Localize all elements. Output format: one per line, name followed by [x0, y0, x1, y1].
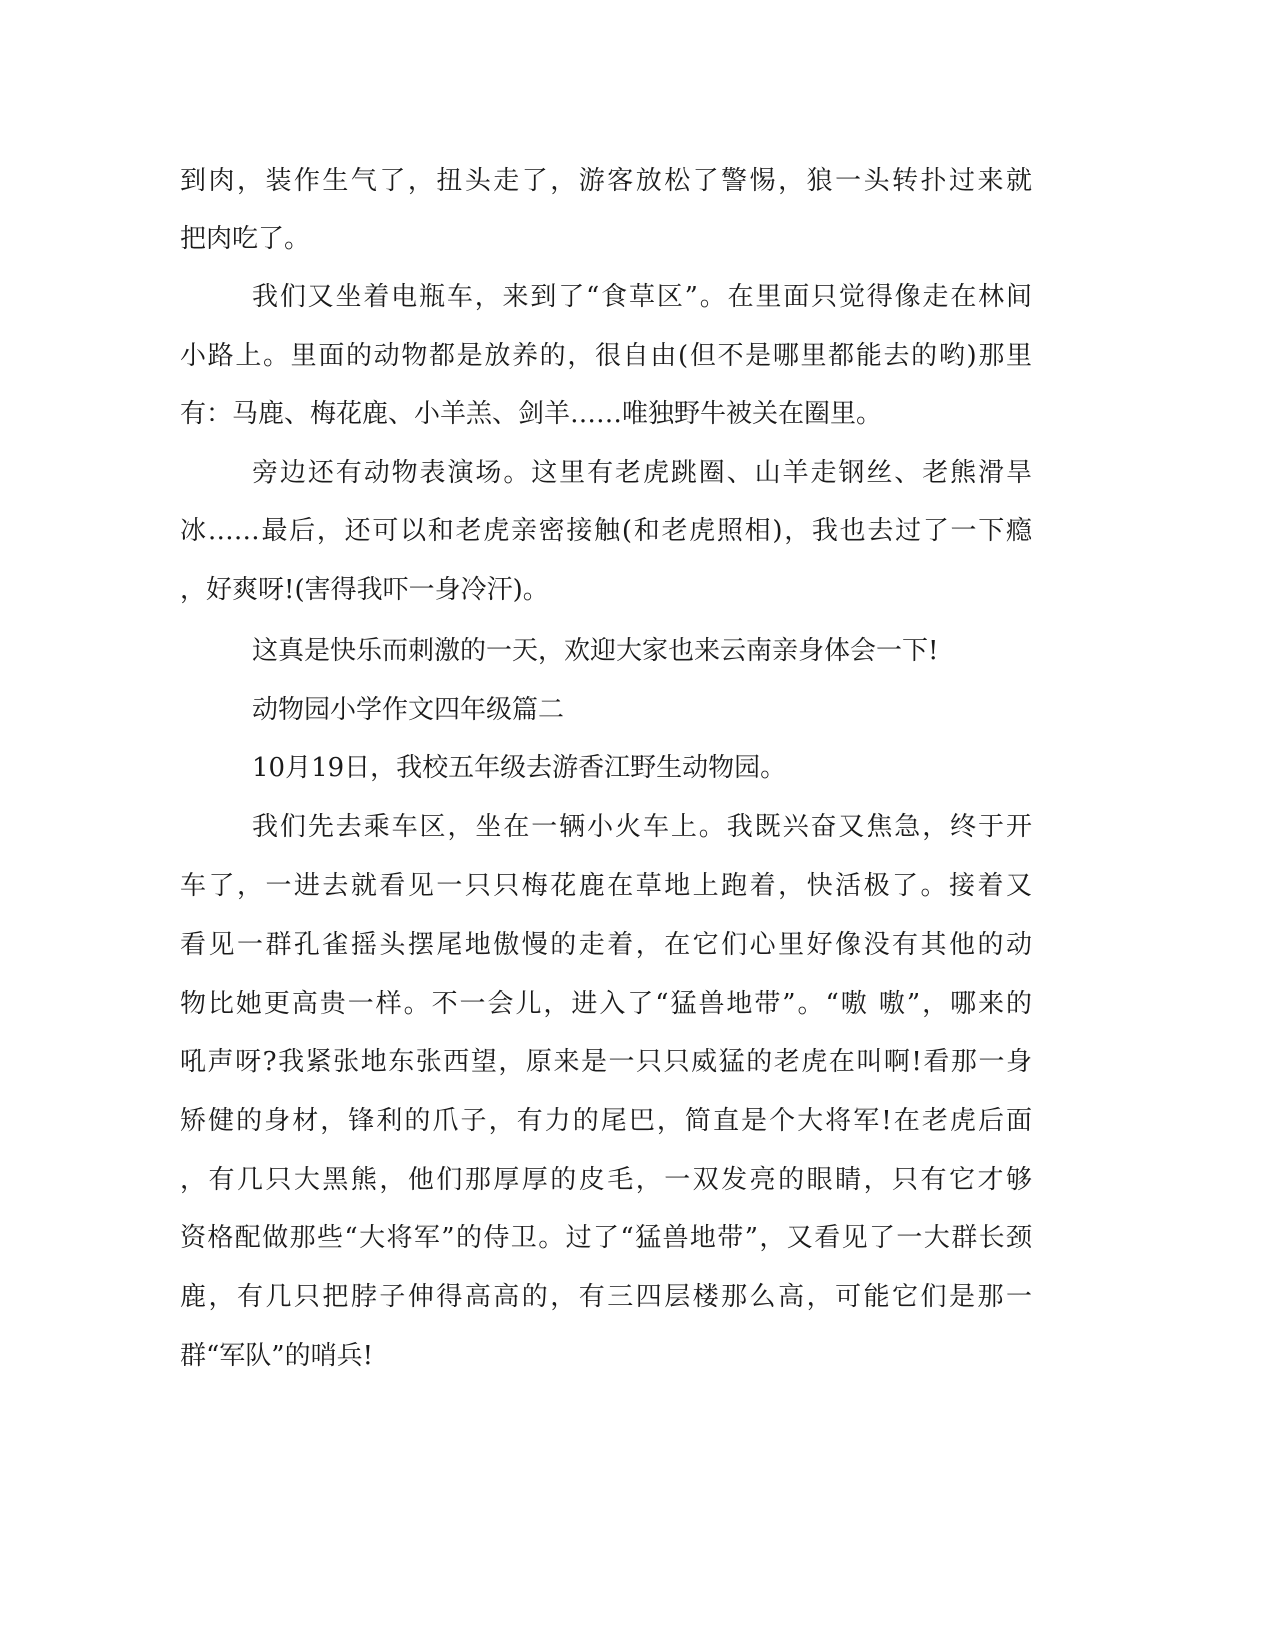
paragraph-start-line: 我们先去乘车区，坐在一辆小火车上。我既兴奋又焦急，终于开	[252, 812, 1032, 842]
text-line: 冰……最后，还可以和老虎亲密接触(和老虎照相)，我也去过了一下瘾	[180, 516, 1032, 546]
text-line: 有：马鹿、梅花鹿、小羊羔、剑羊……唯独野牛被关在圈里。	[180, 399, 883, 429]
text-line: 看见一群孔雀摇头摆尾地傲慢的走着，在它们心里好像没有其他的动	[180, 930, 1032, 960]
text-line: ，好爽呀!(害得我吓一身冷汗)。	[180, 575, 549, 605]
text-line: 到肉，装作生气了，扭头走了，游客放松了警惕，狼一头转扑过来就	[180, 166, 1032, 196]
text-line: 车了，一进去就看见一只只梅花鹿在草地上跑着，快活极了。接着又	[180, 871, 1032, 901]
text-line: 矫健的身材，锋利的爪子，有力的尾巴，简直是个大将军!在老虎后面	[180, 1106, 1032, 1136]
text-line: 鹿，有几只把脖子伸得高高的，有三四层楼那么高，可能它们是那一	[180, 1282, 1032, 1312]
paragraph-start-line: 我们又坐着电瓶车，来到了“食草区”。在里面只觉得像走在林间	[252, 282, 1032, 312]
text-line: ，有几只大黑熊，他们那厚厚的皮毛，一双发亮的眼睛，只有它才够	[180, 1165, 1032, 1195]
section-heading: 动物园小学作文四年级篇二	[252, 695, 565, 725]
paragraph-start-line: 10月19日，我校五年级去游香江野生动物园。	[252, 753, 787, 783]
paragraph-start-line: 这真是快乐而刺激的一天，欢迎大家也来云南亲身体会一下!	[252, 636, 939, 666]
text-line: 吼声呀?我紧张地东张西望，原来是一只只威猛的老虎在叫啊!看那一身	[180, 1047, 1032, 1077]
text-line: 小路上。里面的动物都是放养的，很自由(但不是哪里都能去的哟)那里	[180, 341, 1032, 371]
text-line: 资格配做那些“大将军”的侍卫。过了“猛兽地带”，又看见了一大群长颈	[180, 1223, 1032, 1253]
text-line: 物比她更高贵一样。不一会儿，进入了“猛兽地带”。“嗷 嗷”，哪来的	[180, 989, 1032, 1019]
text-line: 群“军队”的哨兵!	[180, 1341, 374, 1371]
paragraph-start-line: 旁边还有动物表演场。这里有老虎跳圈、山羊走钢丝、老熊滑旱	[252, 458, 1032, 488]
text-line: 把肉吃了。	[180, 224, 311, 254]
